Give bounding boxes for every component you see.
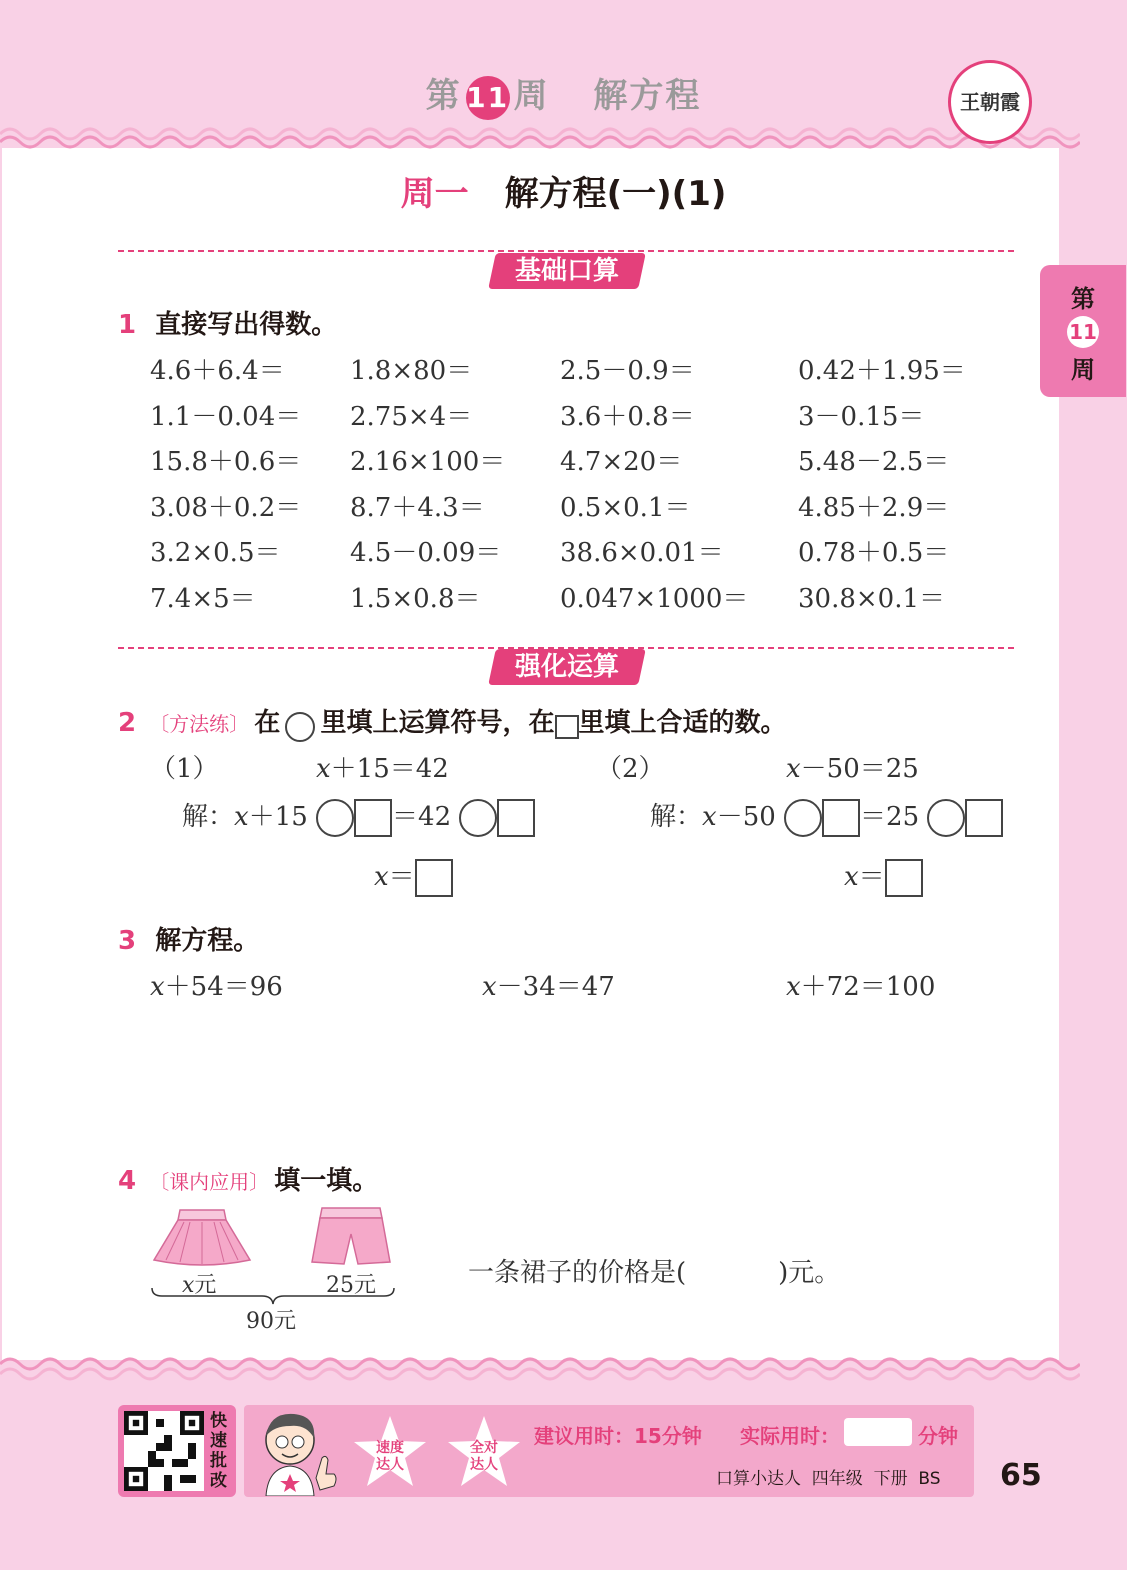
q2-text-c: 里填上合适的数。 [578,708,787,738]
q4-heading [118,1160,378,1197]
qr-code-icon [124,1411,204,1491]
suggested-time: 建议用时：15分钟 [534,1424,702,1448]
q4-tag: 〔课内应用〕 [149,1170,270,1194]
q2-p1-solution [182,796,535,837]
actual-time-input[interactable] [844,1418,912,1446]
bottom-wave-border [0,1350,1080,1390]
q3-heading [118,920,259,957]
shorts-price: 25元 [326,1273,376,1298]
logo-text: 王朝霞 [960,90,1020,114]
number-input-box[interactable] [822,799,860,837]
skirt-icon [150,1204,254,1270]
q2-p1-equation [316,748,449,785]
variable: x [786,972,801,1002]
arithmetic-item: 30.8×0.1＝ [798,584,946,614]
week-number-badge: 11 [466,76,510,120]
q2-p1-label: （1） [150,754,219,784]
star-correct-label [446,1440,522,1474]
side-tab-number: 11 [1067,316,1099,348]
section-label-text: 基础口算 [514,256,619,286]
q1-heading [118,304,337,341]
day-title [0,166,1127,215]
brand-logo [948,60,1032,144]
solution-term: ＝42 [392,802,452,832]
total-price: 90元 [246,1309,296,1334]
variable: x [786,754,801,784]
variable: x [234,802,249,832]
top-wave-border [0,120,1080,160]
q4-text: 填一填。 [274,1166,379,1196]
lesson-title: 解方程(一)(1) [504,174,727,214]
q3-text: 解方程。 [155,926,260,956]
arithmetic-item: 3.08＋0.2＝ [150,492,302,523]
qr-caption-char: 改 [210,1471,227,1491]
arithmetic-item: 7.4×5＝ [150,584,256,614]
arithmetic-item: 1.1－0.04＝ [150,401,302,432]
solution-prefix: 解： [182,802,235,832]
operator-input-circle[interactable] [459,799,497,837]
shorts-icon [308,1204,394,1270]
section-label-basic [488,253,646,289]
equation-rest: ＋15＝42 [330,754,449,784]
solution-term: ＋15 [248,802,308,832]
q2-heading [118,702,787,742]
qr-code-panel[interactable] [118,1405,236,1497]
solution-term: －50 [716,802,776,832]
arithmetic-item: 3.2×0.5＝ [150,538,281,569]
qr-caption-char: 批 [210,1451,227,1471]
q2-tag: 〔方法练〕 [149,712,250,736]
arithmetic-item: 1.8×80＝ [350,356,473,386]
arithmetic-item: 1.5×0.8＝ [350,584,481,614]
arithmetic-item: 0.5×0.1＝ [560,492,691,523]
q3-equation-1 [150,966,283,1003]
equation-rest: －50＝25 [800,754,919,784]
section-divider [118,250,1014,252]
arithmetic-item: 4.85＋2.9＝ [798,492,950,523]
star-label-line: 全对 [470,1440,498,1456]
arithmetic-item: 2.16×100＝ [350,447,506,478]
arithmetic-item: 4.5－0.09＝ [350,538,502,569]
side-tab-suffix: 周 [1071,356,1095,384]
variable: x [316,754,331,784]
q2-number: 2 [118,708,137,738]
arithmetic-item: 2.5－0.9＝ [560,356,695,386]
q1-text: 直接写出得数。 [155,310,338,340]
variable: x [150,972,165,1002]
q2-text-b: 里填上运算符号，在 [320,708,555,738]
section-label-advanced [488,649,646,685]
arithmetic-item: 3.6＋0.8＝ [560,401,695,432]
equation-rest: －34＝47 [496,972,615,1002]
arithmetic-item: 0.047×1000＝ [560,584,749,614]
arithmetic-item: 3－0.15＝ [798,401,925,432]
equals: ＝ [858,862,885,892]
q4-number: 4 [118,1166,137,1196]
cartoon-kid-icon [250,1408,342,1496]
answer-input-box[interactable] [415,859,453,897]
equation-rest: ＋72＝100 [800,972,936,1002]
variable: x [702,802,717,832]
actual-time-unit: 分钟 [918,1424,958,1448]
week-side-tab [1040,265,1126,397]
variable: x [482,972,497,1002]
qr-caption-char: 快 [210,1411,227,1431]
q1-number: 1 [118,310,137,340]
sentence-part: 一条裙子的价格是( [468,1258,687,1288]
equation-rest: ＋54＝96 [164,972,283,1002]
book-info: 口算小达人 四年级 下册 BS [716,1469,941,1489]
arithmetic-item: 4.7×20＝ [560,447,683,478]
arithmetic-item: 15.8＋0.6＝ [150,447,302,478]
actual-time-label: 实际用时： [740,1424,840,1448]
number-input-box[interactable] [354,799,392,837]
arithmetic-item: 2.75×4＝ [350,401,473,432]
qr-caption-char: 速 [210,1431,227,1451]
answer-input-box[interactable] [885,859,923,897]
arithmetic-item: 0.78＋0.5＝ [798,538,950,569]
total-brace-icon [150,1286,396,1306]
operator-input-circle[interactable] [316,799,354,837]
week-suffix: 周 [513,76,550,116]
q3-equation-3 [786,966,935,1003]
q2-text-a: 在 [254,708,281,738]
variable: x [374,862,389,892]
section-label-text: 强化运算 [514,652,619,682]
arithmetic-item: 8.7＋4.3＝ [350,492,485,523]
operator-circle-icon [285,712,315,742]
solution-term: ＝25 [860,802,920,832]
q2-p2-solution [650,796,1003,837]
number-input-box[interactable] [965,799,1003,837]
week-prefix: 第 [425,76,462,116]
q2-p1-answer [374,856,453,897]
week-topic: 解方程 [593,76,702,116]
day-label: 周一 [400,174,469,214]
operator-input-circle[interactable] [927,799,965,837]
side-tab-prefix: 第 [1071,285,1095,313]
variable: x [182,1273,195,1298]
equals: ＝ [388,862,415,892]
q4-sentence [468,1252,840,1289]
number-box-icon [555,715,579,739]
star-label-line: 速度 [376,1440,404,1456]
arithmetic-item: 4.6＋6.4＝ [150,356,285,386]
solution-prefix: 解： [650,802,703,832]
q3-equation-2 [482,966,615,1003]
q3-number: 3 [118,926,137,956]
number-input-box[interactable] [497,799,535,837]
q2-p2-equation [786,748,919,785]
variable: x [844,862,859,892]
qr-caption [210,1411,232,1491]
star-speed-label [352,1440,428,1474]
q2-p2-answer [844,856,923,897]
sentence-part: )元。 [778,1258,841,1288]
arithmetic-item: 38.6×0.01＝ [560,538,724,569]
operator-input-circle[interactable] [784,799,822,837]
star-label-line: 达人 [470,1457,498,1473]
star-label-line: 达人 [376,1457,404,1473]
q2-p2-label: （2） [596,754,665,784]
price-unit: 元 [194,1273,217,1298]
arithmetic-item: 0.42＋1.95＝ [798,356,966,386]
page-number: 65 [1000,1458,1042,1493]
arithmetic-item: 5.48－2.5＝ [798,447,950,478]
